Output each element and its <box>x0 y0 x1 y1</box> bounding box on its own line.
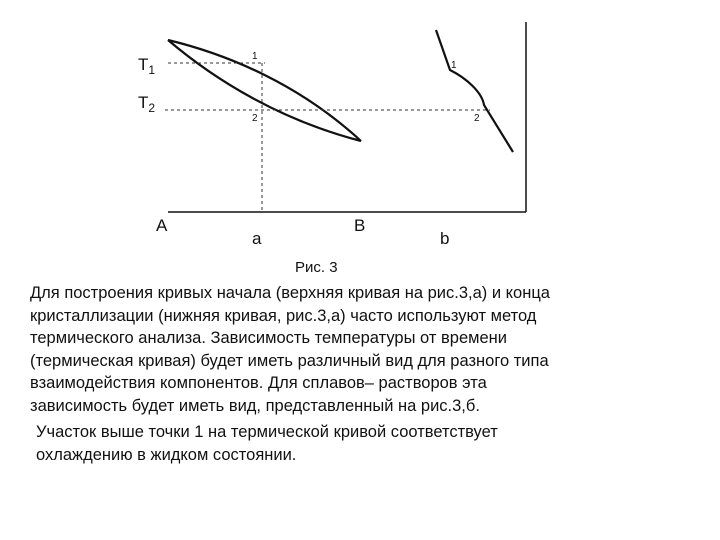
panel-b-point-1-label: 1 <box>451 60 457 71</box>
paragraph1-line: Для построения кривых начала (верхняя кривая на рис.3,а) и конца <box>30 284 550 302</box>
paragraph1-line: (термическая кривая) будет иметь различный вид для разного типа <box>30 351 549 370</box>
panel-b-label: b <box>440 229 450 248</box>
component-b-label: B <box>354 216 366 235</box>
thermal-curve <box>436 30 513 152</box>
paragraph2-line: охлаждению в жидком состоянии. <box>36 446 297 464</box>
paragraph2-line: Участок выше точки 1 на термической кривой соответствует <box>36 423 498 441</box>
figure-caption: Рис. 3 <box>295 259 338 276</box>
paragraph1-line: термического анализа. Зависимость температуры от времени <box>30 329 507 347</box>
paragraph1-line: взаимодействия компонентов. Для сплавов– растворов эта <box>30 374 487 392</box>
panel-b-point-2-label: 2 <box>474 113 480 124</box>
component-a-label: A <box>156 216 168 235</box>
liquidus-curve <box>168 40 361 141</box>
paragraph1-line: кристаллизации (нижняя кривая, рис.3,а) часто используют метод <box>30 306 537 325</box>
t2-label: $T_2$ <box>138 93 156 115</box>
paragraph1-line: зависимость будет иметь вид, представленный на рис.3,б. <box>30 396 480 415</box>
panel-a-point-2-label: 2 <box>252 113 258 124</box>
panel-a-label: а <box>252 229 262 248</box>
solidus-curve <box>168 40 361 141</box>
paragraph-liquid-cooling <box>36 421 706 467</box>
panel-a-point-1-label: 1 <box>252 51 258 62</box>
paragraph-thermal-analysis <box>30 282 710 417</box>
t1-label: $T_1$ <box>138 55 156 77</box>
